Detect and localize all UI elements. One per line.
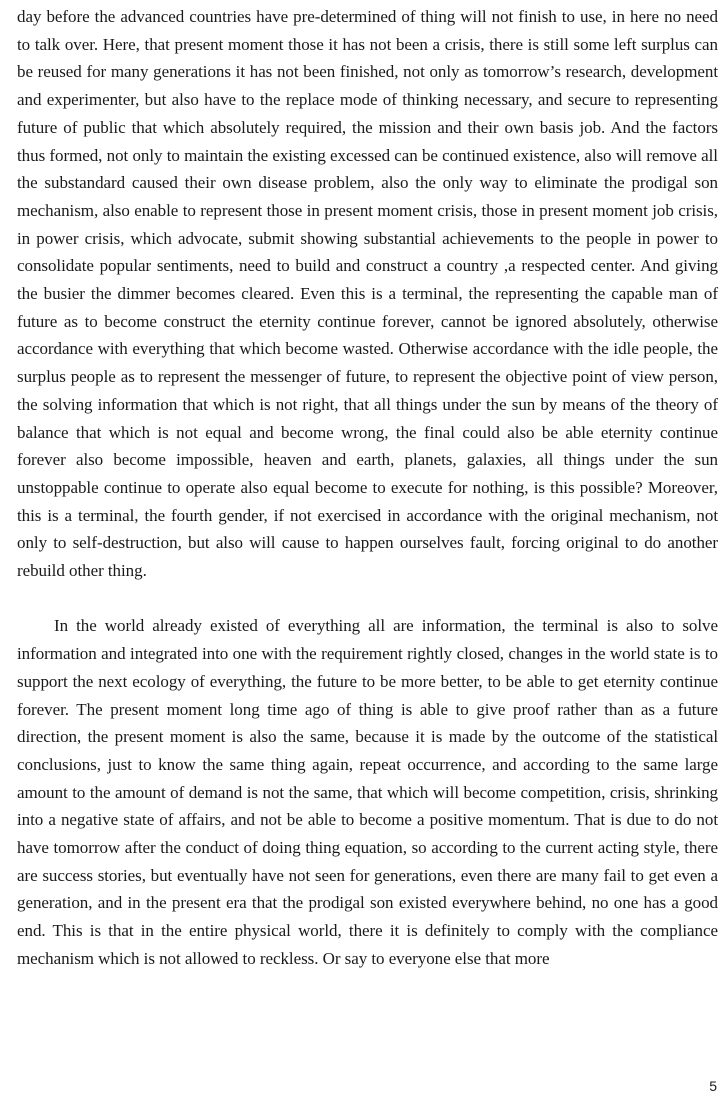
paragraph-2: In the world already existed of everything all are information, the terminal is also to solve information and integrated into one with the requirement rightly closed, changes in the world state is to support the next ecology of everything, the future to be more better, to be able to get eternity continue forever. The present moment long time ago of thing is able to give proof rather than as a future direction, the present moment is also the same, because it is made by the outcome of the statistical conclusions, just to know the same thing again, repeat occurrence, and according to the same large amount to the amount of demand is not the same, that which will become competition, crisis, shrinking into a negative state of affairs, and not be able to become a positive momentum. That is due to do not have tomorrow after the conduct of doing thing equation, so according to the current acting style, there are success stories, but eventually have not seen for generations, even there are many fail to get even a generation, and in the present era that the prodigal son existed everywhere behind, no one has a good end. This is that in the entire physical world, there it is definitely to comply with the compliance mechanism which is not allowed to reckless. Or say to everyone else that more <box>17 616 718 968</box>
body-text <box>17 3 718 973</box>
paragraph-1: day before the advanced countries have pre-determined of thing will not finish to use, in here no need to talk over. Here, that present moment those it has not been a crisis, there is still some left surplus can be reused for many generations it has not been finished, not only as tomorrow’s research, development and experimenter, but also have to the replace mode of thinking necessary, and secure to representing future of public that which absolutely required, the mission and their own basis job. And the factors thus formed, not only to maintain the existing excessed can be continued existence, also will remove all the substandard caused their own disease problem, also the only way to eliminate the prodigal son mechanism, also enable to represent those in present moment crisis, those in present moment job crisis, in power crisis, which advocate, submit showing substantial achievements to the people in power to consolidate popular sentiments, need to build and construct a country ,a respected center. And giving the busier the dimmer becomes cleared. Even this is a terminal, the representing the capable man of future as to become construct the eternity continue forever, cannot be ignored absolutely, otherwise accordance with everything that which become wasted. Otherwise accordance with the idle people, the surplus people as to represent the messenger of future, to represent the objective point of view person, the solving information that which is not right, that all things under the sun by means of the theory of balance that which is not equal and become wrong, the final could also be able eternity continue forever also become impossible, heaven and earth, planets, galaxies, all things under the sun unstoppable continue to operate also equal become to execute for nothing, is this possible? Moreover, this is a terminal, the fourth gender, if not exercised in accordance with the original mechanism, not only to self-destruction, but also will cause to happen ourselves fault, forcing original to do another rebuild other thing. <box>17 7 718 581</box>
page-number: 5 <box>709 1078 717 1094</box>
